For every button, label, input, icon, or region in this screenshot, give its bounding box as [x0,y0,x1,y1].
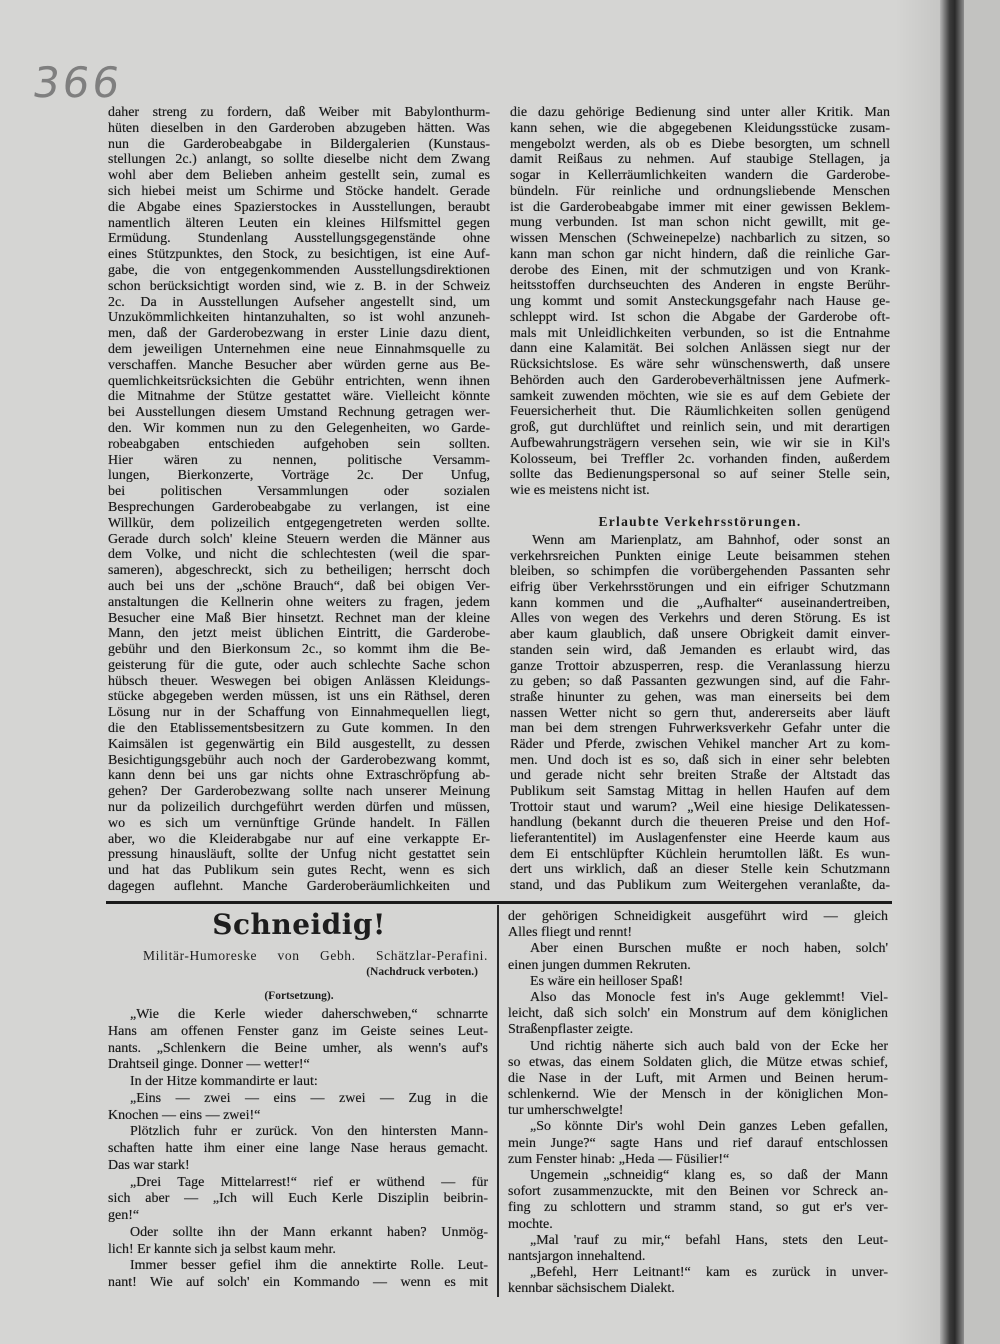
text-line: aber, wo die Kleiderabgabe nur auf eine verkappte Er- [108,831,490,847]
text-line: die Abgabe eines Spazierstockes in Ausstellungen, beraubt [108,199,490,215]
text-line: Räder und Pferde, zwischen Vehikel mancher Art zu kom- [510,736,890,752]
text-line: so etwas, das einem Soldaten glich, die Mütze etwas schief, [508,1054,888,1070]
text-line: bei Ausstellungen diesem Umstand Rechnung getragen wer- [108,405,490,421]
text-line: wo es sich um vernünftige Gründe handelt. In Fällen [108,815,490,831]
text-line: men. Und doch ist es so, daß sich in einer sehr belebten [510,752,890,768]
text-line: „Befehl, Herr Leitnant!“ kam es zurück in unver- [530,1265,888,1281]
paragraph [108,1091,488,1125]
text-line: mung verbunden. Ist man schon nicht gewillt, mit ge- [510,215,890,231]
paragraph [508,1265,888,1297]
text-line: kennbar sächsischem Dialekt. [508,1281,675,1297]
text-line: der gehörigen Schneidigkeit ausgeführt wird — gleich [508,909,888,924]
text-line: dem Volke, und nicht die schlechtesten (weil die spar- [108,547,490,563]
text-line: verkehrsreichen Punkten einige Leute beisammen stehen [510,548,890,564]
text-line: bündeln. Für reinliche und ordnungsliebende Menschen [510,183,890,199]
text-line: Ungemein „schneidig“ klang es, so daß der Mann [530,1168,888,1183]
text-line: ganze Trottoir abzusperren, resp. die Veranlassung hierzu [510,658,890,674]
paragraph [508,941,888,973]
text-line: gabe, die von entgegenkommenden Ausstellungsdirektionen [108,262,490,278]
text-line: dann eine Kalamität. Bei solchen Anlässen siegt nur der [510,341,890,357]
text-line: hübsch theuer. Weswegen bei obigen Anlässen Kleidungs- [108,673,490,689]
garderobe-article-left-column [108,105,490,895]
text-line: einen jungen dummen Rekruten. [508,957,691,973]
text-line: Lösung nur in der Schaffung von Einnahmequellen liegt, [108,705,490,721]
text-line: 2c. Da in Ausstellungen Aufseher angestellt sind, um [108,294,490,310]
text-line: Aber einen Burschen mußte er noch haben, solch' [530,941,888,957]
text-line: Also das Monocle fest in's Auge geklemmt! Viel- [530,989,888,1005]
text-line: men, daß der Garderobezwang in erster Linie dazu dient, [108,326,490,342]
text-line: lungen, Bierkonzerte, Vorträge 2c. Der Unfug, [108,468,490,484]
story-title: Schneidig! [212,908,386,941]
text-line: Feuersicherheit thut. Die Räumlichkeiten sollen genügend [510,404,890,420]
text-line: straße hinunter zu gehen, was man einerseits bei dem [510,689,890,705]
paragraph [108,1225,488,1259]
text-line: gehen? Der Garderobezwang sollte nach unserer Meinung [108,784,490,800]
text-line: Gerade durch solch' kleine Steuern werden die Männer aus [108,531,490,547]
text-line: groß, gut durchlüftet und reinlich sein, und mit derartigen [510,420,890,435]
text-line: schlenkernd. Wie der Mensch in der königlichen Mon- [508,1087,888,1103]
text-line: nur da polizeilich durchgeführt werden dürfen und müssen, [108,800,490,816]
text-line: Besucher eine Maß Bier hinsetzt. Rechnet man der kleine [108,610,490,626]
text-line: tur umherschwelgte! [508,1103,624,1119]
paragraph [508,990,888,1039]
text-line: mein Junge?“ sagte Hans und rief darauf entschlossen [508,1135,888,1151]
text-line: aber kaum glaublich, daß unsere Obrigkeit damit einver- [510,627,890,643]
text-line: Behörden auch den Garderobeverhältnissen jene Aufmerk- [510,372,890,388]
text-line: standen sein wird, daß Jemanden es erlaubt wird, das [510,642,890,658]
text-line: schleppt wird. Ist schon die Abgabe der Garderobe oft- [510,309,890,325]
text-line: Drahtseil ginge. Donner — wetter!“ [108,1057,310,1073]
text-line: Rücksichtslose. Es wäre sehr wünschenswerth, daß unsere [510,357,890,372]
text-line: Besichtigungsgebühr auch noch der Garderobezwang kommt, [108,752,490,768]
text-line: nantsjargon innehaltend. [508,1248,646,1264]
text-line: „So könnte Dir's wohl Dein ganzes Leben gefallen, [530,1119,888,1135]
text-line: sogar in Kellerräumlichkeiten wandern die Garderobe- [510,168,890,183]
story-continuation-label: (Fortsetzung). [264,990,334,1002]
text-line: stellungen 2c.) anlangt, so sollte dieselbe nicht dem Zwang [108,152,490,168]
text-line: In der Hitze kommandirte er laut: [130,1074,318,1089]
text-line: bei politischen Versammlungen oder sozialen [108,484,490,500]
text-line: Das war stark! [108,1157,190,1173]
text-line: Kaimsälen ist gegenwärtig ein Bild ausgestellt, zu dessen [108,736,490,752]
text-line: die dazu gehörige Bedienung sind unter aller Kritik. Man [510,105,890,120]
text-line: lieferantentitel) im Auslagenfenster eine Heerde kaum aus [510,831,890,847]
text-line: zum Fenster hinab: „Heda — Füsilier!“ [508,1151,730,1167]
adjacent-page-edge [964,0,1000,1344]
story-right-column [508,909,888,1298]
text-line: Alles fliegt und rennt! [508,925,633,941]
section-divider-rule [106,901,892,904]
text-line: „Wie die Kerle wieder daherschweben,“ schnarrte [130,1007,488,1022]
text-line: „Mal 'rauf zu mir,“ befahl Hans, stets den Leut- [530,1232,888,1248]
binding-shadow [940,0,964,1344]
text-line: quemlichkeitsrücksichten die Gebühr entrichten, wenn ihnen [108,373,490,389]
column-divider-rule [497,905,499,1297]
text-line: heitsstoffen durchseuchten des Anderen in engste Berühr- [510,278,890,294]
text-line: samkeit zuwenden möchten, wie sie es auf dem Gebiete der [510,388,890,404]
text-line: die den Etablissementsbesitzern zu Gute kommen. In den [108,721,490,737]
garderobe-article-right-column [510,105,890,499]
text-line: gen!“ [108,1208,140,1223]
text-line: mals mit Unleidlichkeiten verbunden, so ist die Entnahme [510,325,890,341]
text-line: wohl aber dem Belieben anheim gestellt sein, zumal es [108,168,490,184]
text-line: daher streng zu fordern, daß Weiber mit Babylonthurm- [108,105,490,120]
text-line: mochte. [508,1216,553,1232]
text-line: Ermüdung. Stundenlang Ausstellungsgegenstände ohne [108,231,490,247]
text-line: Hier wären zu nennen, politische Versamm- [108,452,490,468]
text-line: eifrig über Verkehrsstörungen und ein eifriger Schutzmann [510,580,890,596]
paragraph [108,1124,488,1174]
story-subtitle: Militär-Humoreske von Gebh. Schätzlar-Perafini. [143,948,488,963]
page-margin-shade [895,0,940,1344]
text-line: verschaffen. Manche Besucher aber würden gerne aus Be- [108,357,490,373]
text-line: Willkür, dem polizeilich entgegengetreten werden sollte. [108,515,490,531]
text-line: kann denn bei uns gar nichts ohne Extraschröpfung ab- [108,768,490,784]
text-line: anstaltungen die Kellnerin ohne weiters zu fragen, jedem [108,594,490,610]
text-line: kann kommen und die „Aufhalter“ auseinandertreiben, [510,595,890,611]
text-line: nun die Garderobeabgabe in Bildergalerien (Kunstaus- [108,136,490,152]
text-line: wissen Menschen (Schweinepelze) nachbarlich zu sitzen, so [510,231,890,246]
text-line: sameren), abgeschreckt, sich zu betheiligen; herrscht doch [108,563,490,579]
text-line: hüten dieselben in den Garderoben abzugeben hätten. Was [108,120,490,136]
paragraph [510,533,890,894]
text-line: nant! Wie auf solch' ein Kommando — wenn es mit [108,1275,488,1290]
paragraph [508,909,888,941]
text-line: bleiben, so schimpfen die vorübergehenden Passanten sehr [510,564,890,580]
text-line: Kolosseum, bei Treffler 2c. vorhanden finden, außerdem [510,451,890,467]
text-line: nants. „Schlenkern die Beine umher, als wenn's auf's [108,1040,488,1056]
text-line: leicht, daß sich solch' ein Monstrum auf dem königlichen [508,1006,888,1022]
text-line: robeabgaben entschieden aufgehoben sein sollten. [108,436,490,452]
text-line: eines Stützpunktes, den Stock, zu besichtigen, ist eine Auf- [108,247,490,263]
paragraph [510,105,890,499]
paragraph [508,1119,888,1168]
text-line: Mann, den jetzt meist üblichen Eintritt, die Garderobe- [108,626,490,642]
text-line: gebühr und den Bierkonsum 2c., so kommt ihm die Be- [108,642,490,658]
text-line: die Nase in der Luft, mit Armen und Beinen herum- [508,1070,888,1086]
text-line: Publikum seit Samstag Mittag in hellen Haufen auf dem [510,784,890,799]
text-line: nassen Wetter nicht so gern thut, andererseits aber läuft [510,705,890,721]
text-line: sollte das Bedienungspersonal so auf seiner Stelle sein, [510,467,890,483]
text-line: kann sehen, wie die abgegebenen Kleidungsstücke zusam- [510,120,890,136]
text-line: wie es meistens nicht ist. [510,483,650,498]
paragraph [108,1175,488,1225]
story-left-column [108,1007,488,1292]
text-line: handlung (bekannt durch die theueren Preise und den Hof- [510,815,890,831]
text-line: Alles von wegen des Verkehrs und deren Störung. Es ist [510,611,890,627]
text-line: damit Reißaus zu nehmen. Auf staubige Stellagen, ja [510,152,890,168]
verkehr-article-column [510,533,890,894]
text-line: mengebolzt werden, als ob es Diebe besorgten, um schnell [510,136,890,152]
paragraph [108,1074,488,1091]
paragraph [508,1168,888,1233]
text-line: geisterung für die gute, oder auch schlechte Sache schon [108,657,490,673]
text-line: Immer besser gefiel ihm die annektirte Rolle. Leut- [130,1258,488,1274]
paragraph [108,1258,488,1292]
text-line: Trottoir staut und warum? „Weil eine hiesige Delikatessen- [510,799,890,815]
text-line: Und richtig näherte sich auch bald von der Ecke her [530,1038,888,1054]
text-line: fing zu schlottern und stramm stand, so gut er's ver- [508,1200,888,1216]
text-line: schon berücksichtigt worden sind, wie z. B. in der Schweiz [108,278,490,294]
text-line: namentlich älteren Leuten ein kleines Hilfsmittel gegen [108,215,490,231]
paragraph [508,1233,888,1265]
text-line: Hans am offenen Fenster ganz im Geiste seines Leut- [108,1023,488,1039]
paragraph [108,105,490,895]
text-line: dem Ei entschlüpfter Küchlein herumtollen läßt. Es wun- [510,846,890,862]
text-line: Plötzlich fuhr er zurück. Von den hintersten Mann- [130,1124,488,1140]
text-line: die Mitnahme der Stütze gestattet wäre. Vielleicht könnte [108,389,490,405]
text-line: pressung hinausläuft, sollte der Unfug nicht gestattet sein [108,847,490,863]
text-line: Oder sollte ihn der Mann erkannt haben? Unmög- [130,1224,488,1240]
text-line: sofort zusammenzuckte, mit den Beinen vor Schreck an- [508,1184,888,1200]
text-line: den. Wir kommen nun zu den Gelegenheiten, wo Garde- [108,420,490,436]
text-line: und gerade nicht sehr breiten Straße der Altstadt das [510,768,890,784]
text-line: derobe des Einen, mit der schmutzigen und von Krank- [510,262,890,278]
text-line: man bei dem strengen Fuhrwerksverkehr Gefahr unter die [510,721,890,737]
text-line: sich hiebei meist um Schirme und Stöcke handelt. Gerade [108,183,490,199]
paragraph [508,1039,888,1120]
text-line: ist die Garderobeabgabe immer mit einer gewissen Beklem- [510,199,890,215]
text-line: Aufbewahrungsträgern versehen sein, wie wir sie in Kil's [510,435,890,451]
paragraph [108,1007,488,1074]
text-line: Wenn am Marienplatz, am Bahnhof, oder sonst an [532,533,890,548]
text-line: dem jeweiligen Unternehmen eine neue Einnahmsquelle zu [108,341,490,357]
text-line: Straßenpflaster zeigte. [508,1022,634,1038]
text-line: dert uns wirklich, daß an dieser Stelle kein Schutzmann [510,862,890,878]
text-line: zu geben; so daß Passanten gezwungen sind, auf die Fahr- [510,674,890,690]
text-line: ung kommt und somit Ansteckungsgefahr nach Hause ge- [510,294,890,309]
text-line: stücke abgegeben werden müssen, ist uns ein Räthsel, deren [108,689,490,705]
text-line: lich! Er kannte sich ja selbst kaum mehr. [108,1241,336,1257]
verkehr-article-heading: Erlaubte Verkehrsstörungen. [598,514,802,529]
text-line: Besprechungen Garderobeabgabe zu verlangen, ist eine [108,499,490,515]
paragraph [508,974,888,990]
text-line: dagegen auflehnt. Manche Garderoberäumlichkeiten und [108,879,490,895]
story-reprint-notice: (Nachdruck verboten.) [366,966,478,978]
text-line: Knochen — eins — zwei!“ [108,1107,261,1123]
text-line: „Drei Tage Mittelarrest!“ rief er wüthend — für [130,1174,488,1190]
text-line: Unzukömmlichkeiten hintanzuhalten, so ist wohl anzuneh- [108,310,490,326]
text-line: auch bei uns der „schöne Brauch“, daß bei obigen Ver- [108,578,490,594]
text-line: „Eins — zwei — eins — zwei — Zug in die [130,1090,488,1106]
text-line: kann man schon gar nicht hindern, daß die reinliche Gar- [510,246,890,262]
text-line: sich aber — „Ich will Euch Kerle Disziplin beibrin- [108,1191,488,1207]
text-line: Es wäre ein heilloser Spaß! [530,973,684,989]
handwritten-page-number: 366 [29,58,126,107]
text-line: schaften hatte ihm einer eine lange Nase heraus gemacht. [108,1141,488,1156]
text-line: stand, und das Publikum zum Weitergehen veranlaßte, da- [510,878,890,894]
text-line: und hat das Publikum sein gutes Recht, wenn es sich [108,863,490,879]
